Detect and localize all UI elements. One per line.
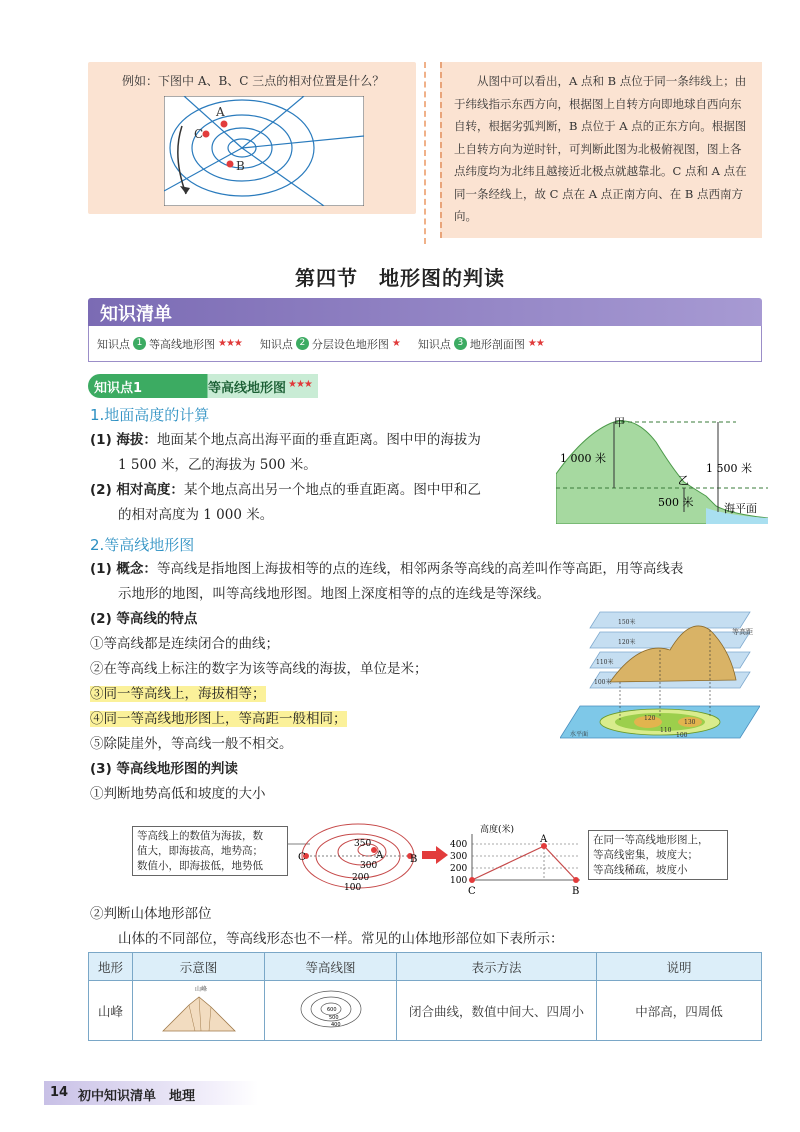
kp-item-3: 知识点 3 地形剖面图 ★★: [417, 337, 544, 351]
svg-text:110: 110: [660, 727, 672, 734]
label-500m: 500 米: [658, 496, 694, 509]
note-left-box: 等高线上的数值为海拔，数 值大，即海拔高，地势高； 数值小，即海拔低，地势低: [132, 826, 288, 876]
heading-contour: 2.等高线地形图: [90, 536, 195, 554]
label-contour-gap: 等高距: [732, 628, 753, 636]
mountain-parts-table: [88, 952, 762, 1041]
label-1500m: 1 500 米: [706, 462, 752, 475]
svg-text:350: 350: [354, 839, 372, 849]
svg-text:高度(米): 高度(米): [480, 825, 515, 835]
heading-altitude: 1.地面高度的计算: [90, 406, 210, 424]
svg-text:A: A: [540, 834, 548, 845]
svg-text:100: 100: [344, 883, 362, 893]
svg-text:C: C: [298, 852, 306, 863]
svg-text:120: 120: [644, 715, 656, 722]
star-icon: ★★★: [218, 338, 242, 349]
svg-text:300: 300: [450, 852, 468, 862]
svg-text:100: 100: [450, 876, 468, 886]
svg-text:600: 600: [326, 1007, 337, 1013]
page-number: 14: [50, 1085, 69, 1100]
svg-text:100米: 100米: [594, 679, 612, 686]
svg-text:100: 100: [676, 732, 688, 739]
th-contour: 等高线图: [265, 953, 397, 981]
svg-text:500: 500: [328, 1015, 339, 1021]
svg-text:120米: 120米: [618, 639, 636, 646]
highlight-f4: ④同一等高线地形图上，等高距一般相同；: [90, 711, 347, 727]
altitude-figure: [556, 412, 768, 524]
explanation-text: 从图中可以看出，A 点和 B 点位于同一条纬线上；由于纬线指示东西方向，根据图上自转方向即地球自西向东自转，根据劣弧判断，B 点位于 A 点的正东方向。根据图上自转方向为逆时针，可判断此图为北极俯视图，图上各点纬度均为北纬且越接近北极点就越靠北。C 点和 A 点在同一条经线上，故 C 点在 A 点正南方向、在 B 点西南方向。: [440, 62, 762, 238]
features-list: (2) 等高线的特点 ①等高线都是连续闭合的曲线； ②在等高线上标注的数字为该等高线的海拔，单位是米； ③同一等高线上，海拔相等； ④同一等高线地形图上，等高距一般相同； ⑤除陡崖外，等高线一般不相交。 (3) 等高线地形图的判读 ①判断地势高低和坡度的大小: [90, 611, 428, 802]
note-right-box: 在同一等高线地形图上， 等高线密集，坡度大； 等高线稀疏，坡度小: [588, 830, 728, 880]
mountain-parts-intro: ②判断山体地形部位 山体的不同部位，等高线形态也不一样。常见的山体地形部位如下表所示：: [90, 906, 564, 947]
th-terrain: 地形: [89, 953, 133, 981]
svg-text:200: 200: [450, 864, 468, 874]
svg-text:400: 400: [330, 1022, 341, 1028]
panel-divider: [424, 62, 426, 244]
label-c: C: [194, 127, 204, 141]
contour-3d-figure: [560, 610, 760, 742]
section-title: 第四节 地形图的判读: [295, 266, 505, 290]
th-method: 表示方法: [397, 953, 597, 981]
svg-text:400: 400: [450, 840, 468, 850]
label-yi: 乙: [678, 474, 689, 487]
svg-text:A: A: [376, 850, 384, 861]
example-question: 例如：下图中 A、B、C 三点的相对位置是什么？: [122, 74, 385, 88]
peak-contour-illustration: [291, 983, 371, 1035]
kp-item-1: 知识点 1 等高线地形图 ★★★: [97, 337, 242, 351]
knowledge-list-bar: [88, 298, 762, 326]
kp1-label: 知识点1 等高线地形图 ★★★: [88, 374, 318, 398]
star-icon: ★★★: [288, 379, 312, 390]
point-b: [227, 161, 234, 168]
table-row: 山峰 山峰 600 500 400 闭合曲线，数值中间大、四周小 中部高，四周低: [89, 981, 762, 1041]
th-note: 说明: [597, 953, 762, 981]
polar-diagram: [164, 96, 364, 206]
para-concept: (1) 概念：等高线是指地图上海拔相等的点的连线，相邻两条等高线的高差叫作等高距，用等高线表 示地形的地图，叫等高线地形图。地图上深度相等的点的连线是等深线。: [90, 561, 684, 602]
arrow-right-icon: [422, 846, 448, 864]
knowledge-list-title: 知识清单: [100, 304, 172, 325]
kp-num-3: 3: [454, 337, 467, 350]
kp-num-1: 1: [133, 337, 146, 350]
label-jia: 甲: [614, 416, 625, 429]
label-sea-level: 海平面: [724, 502, 757, 515]
svg-text:130: 130: [684, 719, 696, 726]
label-1000m: 1 000 米: [560, 452, 606, 465]
svg-text:B: B: [410, 854, 418, 865]
kp-num-2: 2: [296, 337, 309, 350]
label-a: A: [216, 105, 225, 119]
highlight-f3: ③同一等高线上，海拔相等；: [90, 686, 266, 702]
svg-text:B: B: [572, 886, 580, 896]
svg-text:150米: 150米: [618, 619, 636, 626]
knowledge-point-row: [88, 326, 762, 362]
contour-circles-figure: [288, 814, 418, 894]
star-icon: ★: [391, 338, 400, 349]
peak-illustration: [159, 983, 239, 1035]
para-altitude: (1) 海拔：地面某个地点高出海平面的垂直距离。图中甲的海拔为 1 500 米，乙的海拔为 500 米。 (2) 相对高度：某个地点高出另一个地点的垂直距离。图中甲和乙 的相对高度为 1 000 米。: [90, 432, 481, 523]
th-diagram: 示意图: [133, 953, 265, 981]
example-panel: [88, 62, 416, 214]
profile-figure: [450, 820, 590, 896]
svg-text:C: C: [468, 886, 476, 896]
svg-text:110米: 110米: [596, 659, 614, 666]
book-title: 初中知识清单 地理: [78, 1089, 196, 1104]
svg-text:200: 200: [352, 873, 370, 883]
svg-text:300: 300: [360, 861, 378, 871]
star-icon: ★★: [527, 338, 544, 349]
svg-text:水平面: 水平面: [570, 731, 589, 738]
kp-item-2: 知识点 2 分层设色地形图 ★: [259, 337, 400, 351]
label-b: B: [236, 159, 245, 173]
svg-text:山峰: 山峰: [194, 986, 207, 993]
point-c: [203, 131, 210, 138]
point-a: [221, 121, 228, 128]
